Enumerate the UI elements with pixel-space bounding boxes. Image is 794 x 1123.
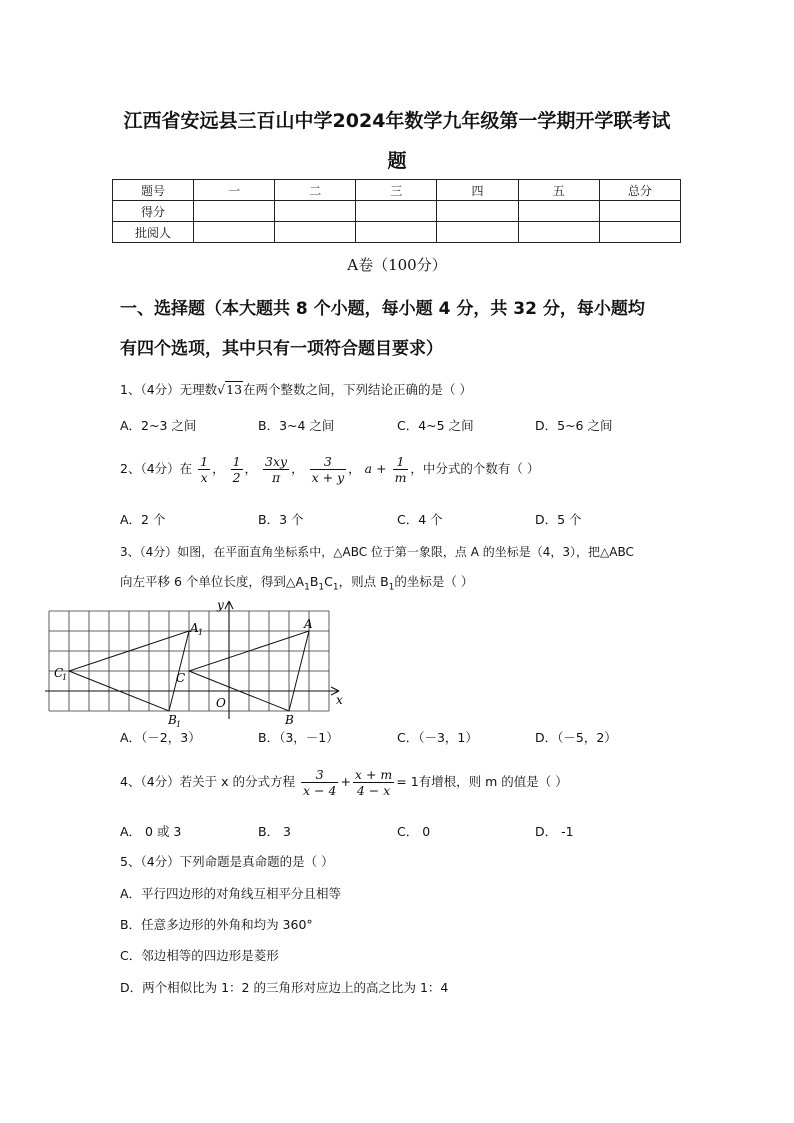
section1-heading-line1: 一、选择题（本大题共 8 个小题，每小题 4 分，共 32 分，每小题均 [120,299,645,319]
q2-expr5-lead: a + [364,461,387,476]
origin-label: O [216,696,226,710]
x-axis-label: x [336,693,343,707]
frac-num: x + m [354,767,393,782]
q2-option-d[interactable]: D．5 个 [535,512,582,527]
separator: ， [348,461,361,476]
q5-option-a[interactable]: A．平行四边形的对角线互相平分且相等 [120,886,342,901]
frac-den: m [394,470,407,485]
frac-den: 2 [232,470,241,485]
q3-text: B [309,574,319,589]
q5-stem: 5、（4分）下列命题是真命题的是（ ） [120,854,334,869]
q2-fraction-3 [263,454,289,485]
coordinate-grid [49,611,329,711]
frac-den: x − 4 [303,783,337,798]
q4-fraction-2 [353,767,394,798]
separator: ， [244,461,258,476]
q3-text: 向左平移 6 个单位长度，得到△A [120,574,305,589]
figure-labels [54,598,343,729]
exam-title-line1: 江西省安远县三百山中学2024年数学九年级第一学期开学联考试 [123,110,671,132]
point-a-label: A [304,617,313,631]
q2-fraction-5 [393,454,409,485]
score-cell[interactable] [194,201,275,222]
score-cell[interactable] [356,201,437,222]
q3-option-a[interactable]: A．（－2，3） [120,730,201,745]
section-a-heading: A卷（100分） [347,256,447,274]
score-col-4: 四 [437,180,518,201]
q5-option-c[interactable]: C．邻边相等的四边形是菱形 [120,948,279,963]
frac-num: 1 [200,454,209,469]
frac-num: 3 [301,767,338,783]
q1-option-d[interactable]: D．5~6 之间 [535,418,613,433]
y-axis-label: y [217,598,224,612]
q2-stem [120,454,539,485]
score-cell[interactable] [599,201,680,222]
q2-prefix: 2、（4分）在 [120,461,193,476]
subscript: 1 [388,582,395,593]
score-cell[interactable] [275,201,356,222]
q4-prefix: 4、（4分）若关于 x 的分式方程 [120,774,296,789]
q5-option-b[interactable]: B．任意多边形的外角和均为 360° [120,917,313,932]
point-b1-label: B [168,713,177,727]
grader-cell[interactable] [194,222,275,243]
exam-title-line2: 题 [387,150,407,172]
q1-radicand: 13 [226,382,243,397]
point-c1-subscript: 1 [62,673,68,682]
score-col-5: 五 [518,180,599,201]
q1-option-c[interactable]: C．4~5 之间 [397,418,474,433]
score-label-score: 得分 [113,201,194,222]
q4-suffix: 有增根，则 m 的值是（ ） [418,774,568,789]
subscript: 1 [318,582,325,593]
subscript: 1 [304,582,310,593]
frac-den: x + y [311,470,345,485]
score-table-score-row [113,201,681,222]
q2-suffix: ，中分式的个数有（ ） [410,461,540,476]
q5-option-d[interactable]: D．两个相似比为 1：2 的三角形对应边上的高之比为 1：4 [120,980,449,995]
point-b1-subscript: 1 [176,720,182,729]
q1-option-b[interactable]: B．3~4 之间 [258,418,335,433]
q4-option-a[interactable]: A． 0 或 3 [120,824,182,839]
q2-option-c[interactable]: C．4 个 [397,512,443,527]
q2-fraction-1 [198,454,210,485]
frac-num: 3 [310,454,347,470]
score-label-number: 题号 [113,180,194,201]
grader-cell[interactable] [275,222,356,243]
frac-den: x [200,470,208,485]
point-b-label: B [285,713,294,727]
score-col-total: 总分 [599,180,680,201]
frac-den: π [271,470,281,485]
frac-num: 1 [393,454,409,470]
q4-option-b[interactable]: B． 3 [258,824,292,839]
score-col-2: 二 [275,180,356,201]
score-col-1: 一 [194,180,275,201]
score-table-header-row [113,180,681,201]
point-a1-label: A [190,621,199,635]
q3-option-b[interactable]: B．（3，－1） [258,730,339,745]
q3-text: ，则点 B [338,574,389,589]
frac-num: 1 [232,454,241,469]
q3-coordinate-figure [54,596,362,729]
q2-fraction-4 [310,454,347,485]
q2-option-b[interactable]: B．3 个 [258,512,304,527]
score-cell[interactable] [437,201,518,222]
q4-equals: = 1 [396,774,419,789]
grader-cell[interactable] [518,222,599,243]
section1-heading-line2: 有四个选项，其中只有一项符合题目要求） [120,339,443,359]
q2-fraction-2 [231,454,243,485]
frac-den: 4 − x [356,783,391,798]
point-c-label: C [176,671,186,685]
grader-cell[interactable] [356,222,437,243]
q4-option-d[interactable]: D． -1 [535,824,574,839]
score-col-3: 三 [356,180,437,201]
frac-num: 3xy [265,454,288,469]
score-table-grader-row [113,222,681,243]
separator: ， [291,461,304,476]
score-cell[interactable] [518,201,599,222]
point-a1-subscript: 1 [198,628,204,637]
score-table [112,179,681,243]
q4-fraction-1 [301,767,338,798]
point-c1-label: C [54,666,64,680]
separator: ， [212,461,225,476]
q4-plus: + [340,774,351,789]
q3-option-d[interactable]: D．（－5，2） [535,730,617,745]
q3-text: 的坐标是（ ） [394,574,474,589]
score-label-grader: 批阅人 [113,222,194,243]
q4-option-c[interactable]: C． 0 [397,824,431,839]
q1-prefix: 1、（4分）无理数 [120,382,218,397]
q3-stem-line1: 3、（4分）如图，在平面直角坐标系中，△ABC 位于第一象限，点 A 的坐标是（4，3），把△ABC [120,545,634,559]
q1-stem [120,382,472,398]
sqrt-symbol: √13 [217,382,243,397]
subscript: 1 [332,582,339,593]
q1-suffix: 在两个整数之间，下列结论正确的是（ ） [243,382,473,397]
q4-stem [120,767,568,798]
q3-option-c[interactable]: C．（－3，1） [397,730,478,745]
grader-cell[interactable] [599,222,680,243]
q2-option-a[interactable]: A．2 个 [120,512,166,527]
grader-cell[interactable] [437,222,518,243]
q3-text: C [324,574,333,589]
q3-stem-line2 [120,574,473,596]
q1-option-a[interactable]: A．2~3 之间 [120,418,197,433]
